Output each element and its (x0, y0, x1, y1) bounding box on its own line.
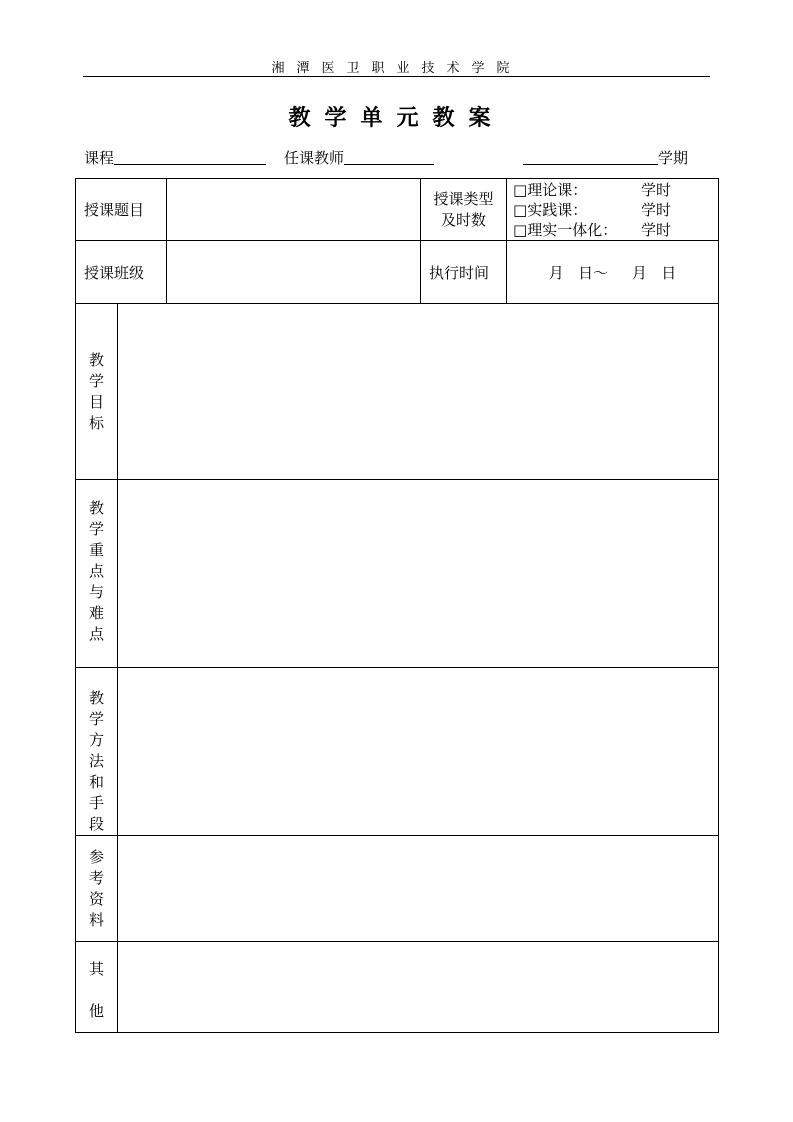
type-hours-label-line1: 授课类型 (433, 189, 494, 208)
date-range[interactable]: 月 日～ 月 日 (507, 241, 719, 304)
course-type-label: □理论课： (513, 180, 588, 199)
section-label-char: 点 (88, 562, 104, 580)
references-label (76, 836, 118, 942)
section-label-char: 段 (88, 815, 104, 833)
section-label-char: 难 (88, 604, 104, 622)
section-label-char: 重 (88, 541, 104, 559)
section-label-char: 手 (88, 794, 104, 812)
course-type-options (507, 179, 719, 241)
course-field[interactable] (84, 147, 266, 168)
lesson-plan-table (75, 178, 719, 1033)
references-content[interactable] (118, 836, 719, 942)
section-label-text (76, 668, 117, 835)
section-label-char: 参 (88, 848, 104, 866)
objectives-label (76, 304, 118, 480)
other-content[interactable] (118, 942, 719, 1033)
course-type-theory[interactable] (513, 180, 718, 200)
methods-label (76, 668, 118, 836)
course-blank[interactable] (114, 149, 266, 165)
section-label-char: 考 (88, 869, 104, 887)
class-input[interactable] (167, 241, 421, 304)
section-label-char: 方 (88, 731, 104, 749)
semester-blank[interactable] (523, 149, 658, 165)
section-label-char: 学 (88, 372, 104, 390)
hours-unit: 学时 (641, 220, 672, 239)
section-label-char: 学 (88, 520, 104, 538)
course-type-practice[interactable] (513, 200, 718, 220)
course-type-integrated[interactable] (513, 220, 718, 240)
section-label-char: 其 (88, 960, 104, 978)
section-label-char: 他 (88, 1002, 104, 1020)
section-label-text (76, 304, 117, 434)
topic-label: 授课题目 (76, 179, 167, 241)
section-label-char: 和 (88, 773, 104, 791)
course-type-label: □实践课： (513, 200, 588, 219)
section-label-char: 点 (88, 625, 104, 643)
section-label-char: 学 (88, 710, 104, 728)
section-label-text (76, 480, 117, 645)
other-label (76, 942, 118, 1033)
teacher-field[interactable] (284, 147, 434, 168)
section-label-char: 标 (88, 414, 104, 432)
section-label-char: 与 (88, 583, 104, 601)
type-hours-label (421, 179, 507, 241)
semester-field[interactable] (523, 147, 688, 168)
key-points-content[interactable] (118, 480, 719, 668)
section-label-char: 教 (88, 499, 104, 517)
hours-unit: 学时 (641, 200, 672, 219)
objectives-content[interactable] (118, 304, 719, 480)
institution-header: 湘潭医卫职业技术学院 (271, 61, 522, 76)
type-hours-label-line2: 及时数 (441, 210, 487, 229)
section-label-char: 料 (88, 911, 104, 929)
section-label-char: 目 (88, 393, 104, 411)
teacher-label: 任课教师 (284, 149, 345, 167)
methods-content[interactable] (118, 668, 719, 836)
course-type-label: □理实一体化： (513, 220, 618, 239)
semester-label: 学期 (658, 149, 689, 167)
section-label-text (76, 836, 117, 931)
document-title: 教学单元教案 (288, 105, 505, 131)
section-label-char: 法 (88, 752, 104, 770)
section-label-char: 资 (88, 890, 104, 908)
key-points-label (76, 480, 118, 668)
section-label-char: 教 (88, 351, 104, 369)
topic-input[interactable] (167, 179, 421, 241)
course-label: 课程 (84, 149, 115, 167)
teacher-blank[interactable] (344, 149, 434, 165)
section-label-char: 教 (88, 689, 104, 707)
exec-time-label: 执行时间 (421, 241, 507, 304)
hours-unit: 学时 (641, 180, 672, 199)
header-rule (83, 76, 710, 77)
class-label: 授课班级 (76, 241, 167, 304)
section-label-text (76, 942, 117, 1032)
